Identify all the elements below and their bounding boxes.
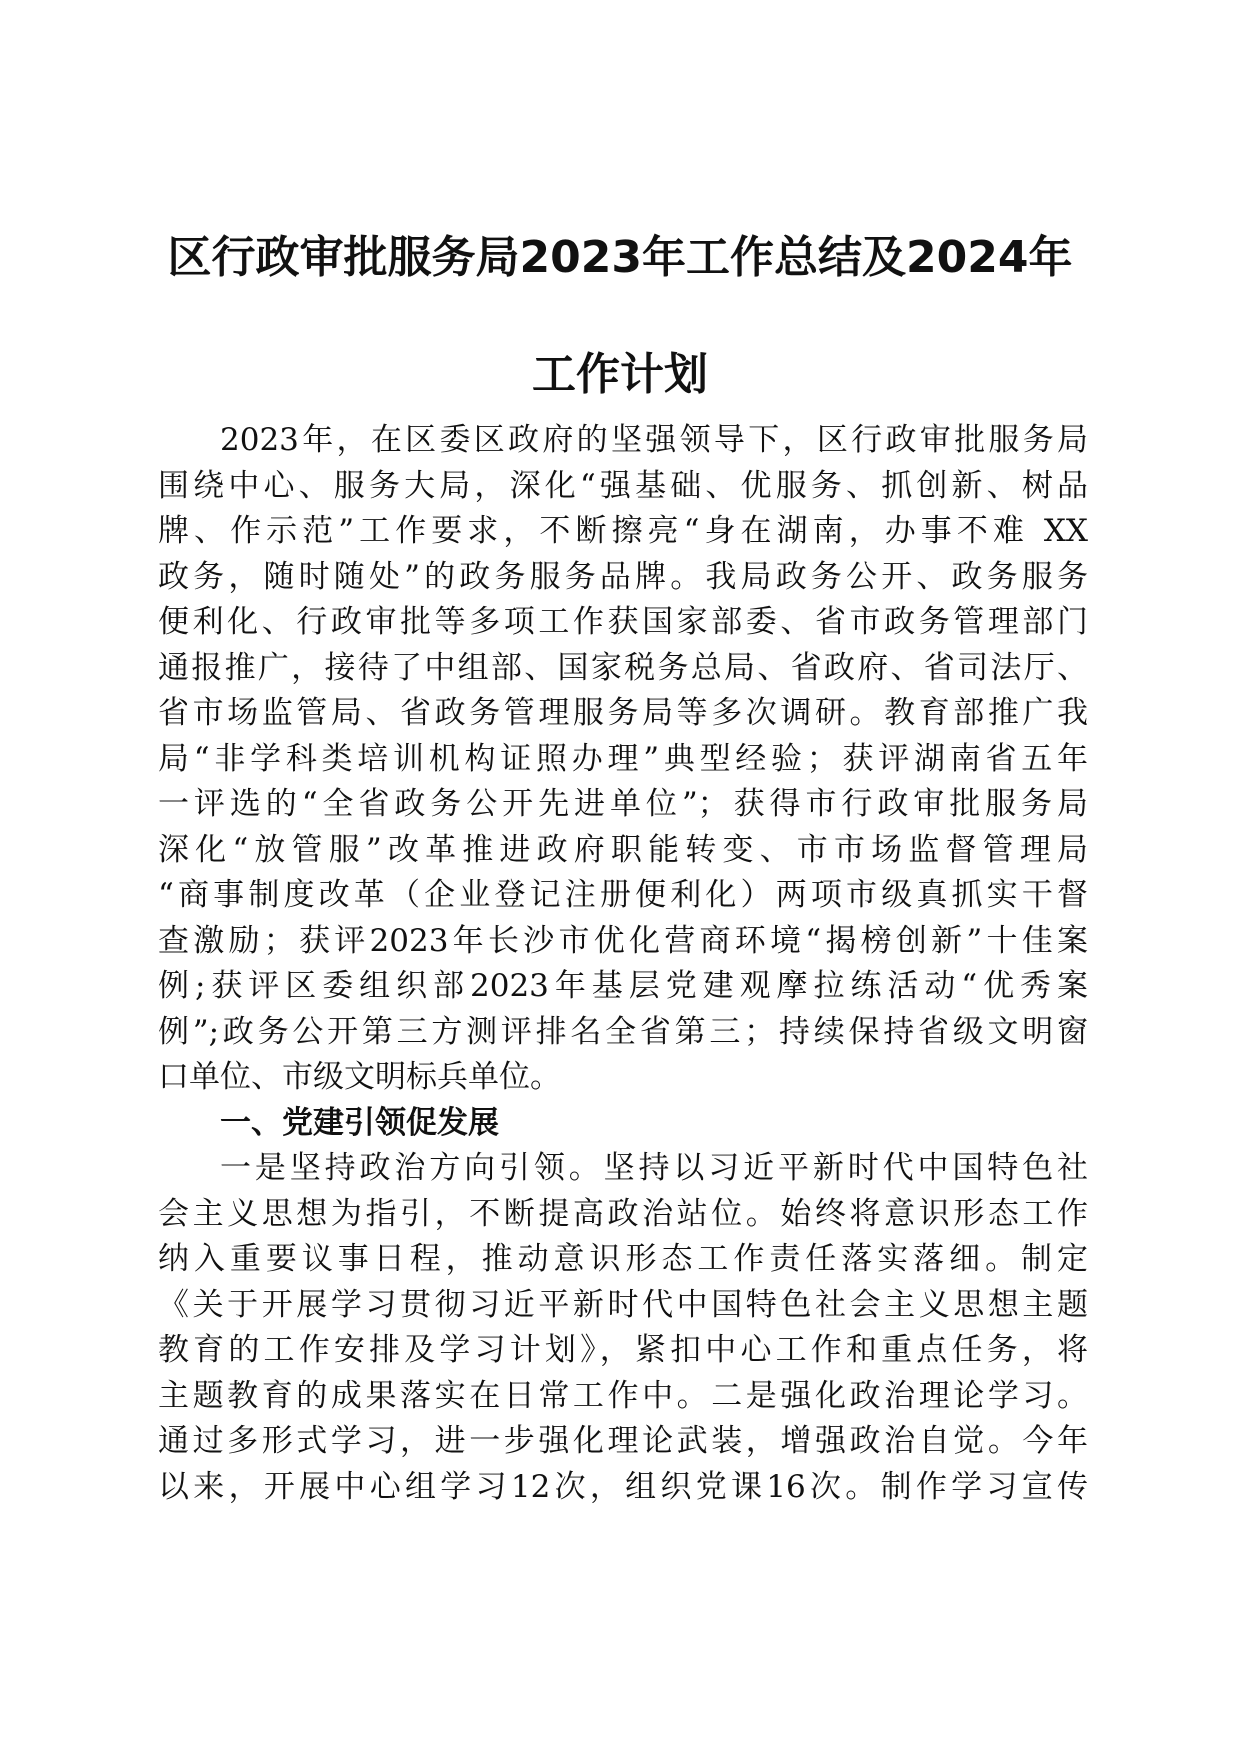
section-line: 以来，开展中心组学习12次，组织党课16次。制作学习宣传 <box>158 1468 1088 1505</box>
intro-line: 例”;政务公开第三方测评排名全省第三；持续保持省级文明窗 <box>158 1013 1088 1050</box>
section-line: 一是坚持政治方向引领。坚持以习近平新时代中国特色社 <box>220 1150 1088 1186</box>
section-line: 会主义思想为指引，不断提高政治站位。始终将意识形态工作 <box>158 1195 1088 1232</box>
intro-line: 牌、作示范”工作要求，不断擦亮“身在湖南，办事不难 XX <box>158 513 1088 549</box>
intro-line: 口单位、市级文明标兵单位。 <box>158 1059 561 1095</box>
document-body <box>158 418 1088 1510</box>
section-line: 纳入重要议事日程，推动意识形态工作责任落实落细。制定 <box>158 1241 1088 1277</box>
intro-line: 深化“放管服”改革推进政府职能转变、市市场监督管理局 <box>158 831 1088 868</box>
section-heading: 一、党建引领促发展 <box>220 1104 499 1141</box>
intro-line: 围绕中心、服务大局，深化“强基础、优服务、抓创新、树品 <box>158 467 1088 504</box>
intro-line: 通报推广，接待了中组部、国家税务总局、省政府、省司法厅、 <box>158 649 1088 686</box>
document-title-line-1: 区行政审批服务局2023年工作总结及2024年 <box>167 232 1073 283</box>
intro-line: 例;获评区委组织部2023年基层党建观摩拉练活动“优秀案 <box>158 968 1088 1004</box>
section-line: 《关于开展学习贯彻习近平新时代中国特色社会主义思想主题 <box>158 1286 1088 1323</box>
intro-line: “商事制度改革（企业登记注册便利化）两项市级真抓实干督 <box>158 877 1088 913</box>
section-line: 主题教育的成果落实在日常工作中。二是强化政治理论学习。 <box>158 1377 1088 1414</box>
intro-line: 2023年，在区委区政府的坚强领导下，区行政审批服务局 <box>220 422 1088 458</box>
section-line: 教育的工作安排及学习计划》，紧扣中心工作和重点任务，将 <box>158 1332 1088 1368</box>
intro-line: 一评选的“全省政务公开先进单位”；获得市行政审批服务局 <box>158 786 1088 822</box>
section-line: 通过多形式学习，进一步强化理论武装，增强政治自觉。今年 <box>158 1423 1088 1459</box>
intro-line: 查激励；获评2023年长沙市优化营商环境“揭榜创新”十佳案 <box>158 922 1088 959</box>
intro-line: 省市场监管局、省政务管理服务局等多次调研。教育部推广我 <box>158 695 1088 731</box>
document-title-line-2: 工作计划 <box>532 349 708 400</box>
intro-line: 政务，随时随处”的政务服务品牌。我局政务公开、政务服务 <box>158 558 1088 595</box>
intro-line: 便利化、行政审批等多项工作获国家部委、省市政务管理部门 <box>158 604 1088 640</box>
intro-line: 局“非学科类培训机构证照办理”典型经验；获评湖南省五年 <box>158 740 1088 777</box>
